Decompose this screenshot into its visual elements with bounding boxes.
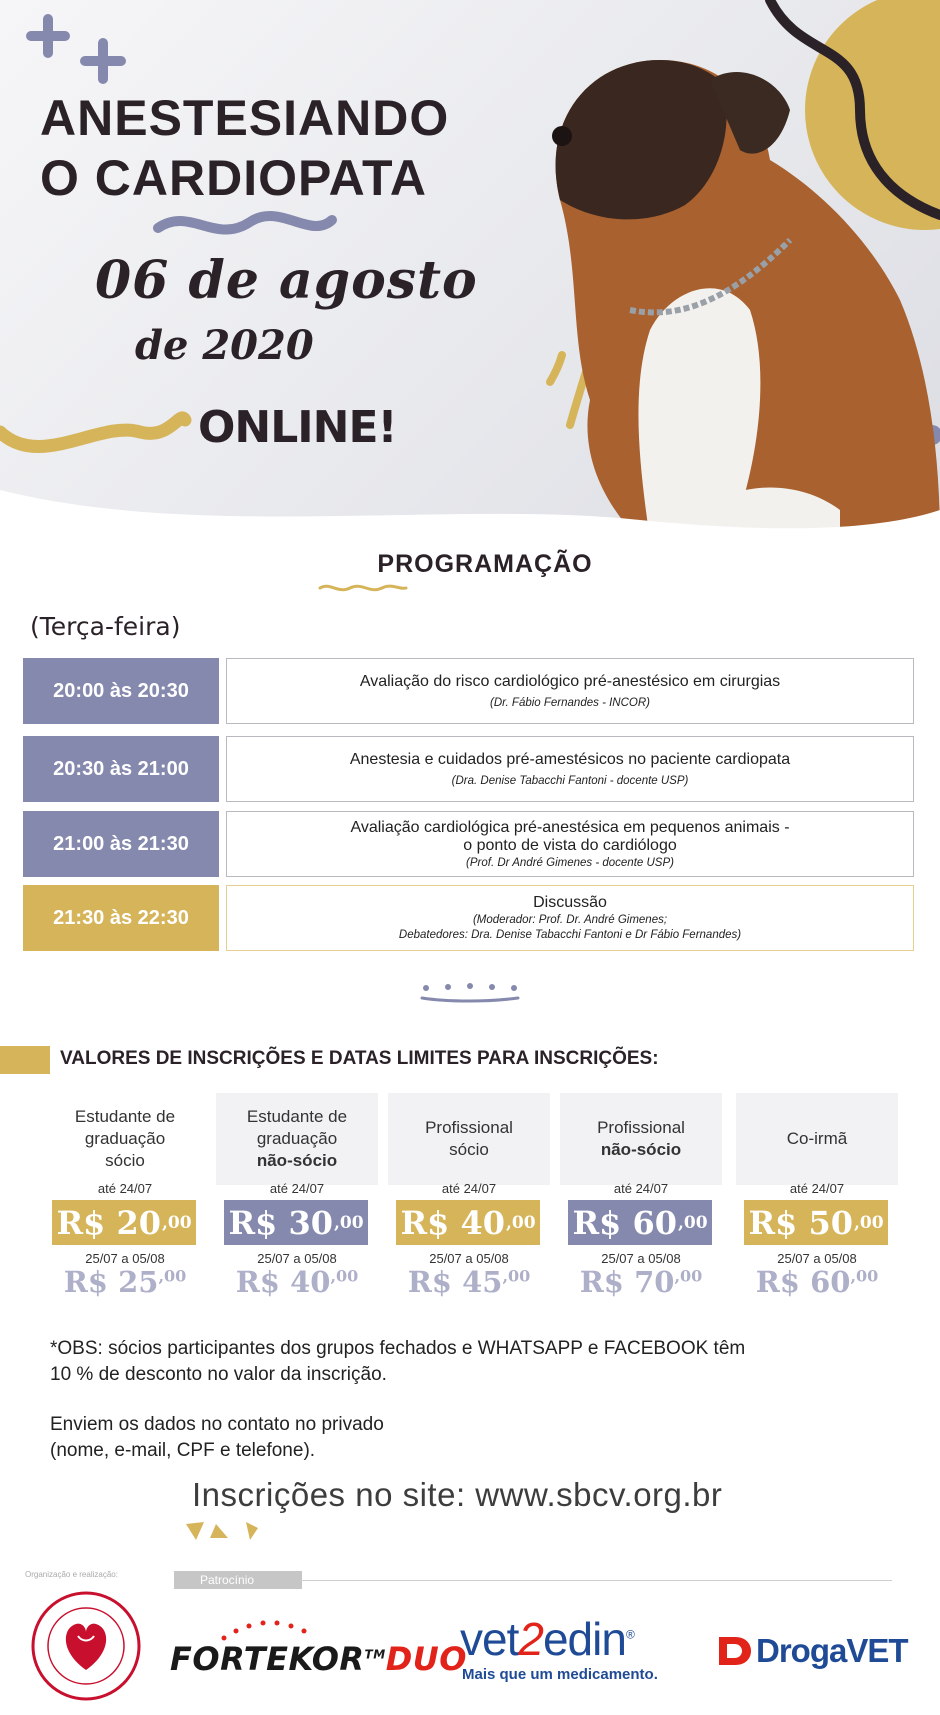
session-description [226, 736, 914, 802]
drogavet-d-icon [717, 1635, 753, 1667]
drogavet-logo [717, 1632, 908, 1670]
category-label: sócio [449, 1140, 489, 1159]
pricing-title: VALORES DE INSCRIÇÕES E DATAS LIMITES PARA INSCRIÇÕES: [60, 1048, 659, 1069]
category-label: Co-irmã [786, 1129, 848, 1148]
session-description [226, 885, 914, 951]
hero-bottom-wave [0, 470, 940, 540]
fortekor-wordmark: FORTEKOR [170, 1640, 365, 1678]
category-label-bold: não-sócio [600, 1140, 682, 1159]
event-mode: ONLINE! [198, 402, 397, 453]
category-label-bold: não-sócio [256, 1151, 338, 1170]
section-accent-bar [0, 1046, 50, 1074]
fortekor-duo-wordmark: DUO [385, 1640, 467, 1678]
vetmedin-registered: ® [625, 1627, 634, 1642]
category-label: graduação [84, 1129, 166, 1148]
early-price-value: R$ 30 [228, 1203, 333, 1242]
session-row [23, 885, 914, 951]
late-price-value: R$ 40 [235, 1265, 331, 1299]
late-price [560, 1265, 722, 1299]
price-category [44, 1093, 206, 1185]
early-deadline: até 24/07 [441, 1181, 497, 1196]
category-label: sócio [105, 1151, 145, 1170]
program-weekday: (Terça-feira) [30, 612, 181, 641]
discount-note [50, 1336, 745, 1388]
vetmedin-wordmark-a: vet [460, 1613, 519, 1665]
price-column [388, 1093, 550, 1303]
early-price-value: R$ 60 [572, 1203, 677, 1242]
session-speaker: (Dr. Fábio Fernandes - INCOR) [490, 696, 650, 709]
early-price-cents: ,00 [161, 1212, 192, 1233]
early-price-value: R$ 50 [748, 1203, 853, 1242]
early-price-cents: ,00 [505, 1212, 536, 1233]
session-topic-line-2: o ponto de vista do cardiólogo [463, 836, 677, 854]
price-category [388, 1093, 550, 1185]
price-category [216, 1093, 378, 1185]
vetmedin-wordmark-b: 2 [518, 1613, 543, 1665]
late-price-value: R$ 70 [579, 1265, 675, 1299]
sponsor-label: Patrocínio [174, 1571, 302, 1589]
title-line-1: ANESTESIANDO [40, 90, 450, 146]
event-date-day: 06 de agosto [95, 250, 478, 311]
late-price-value: R$ 25 [63, 1265, 159, 1299]
session-time: 20:00 às 20:30 [23, 658, 219, 724]
category-label: Profissional [425, 1118, 513, 1137]
session-speaker: (Dra. Denise Tabacchi Fantoni - docente USP) [451, 774, 689, 787]
late-price-cents: ,00 [502, 1266, 531, 1286]
session-topic: Avaliação cardiológica pré-anestésica em pequenos animais - [350, 818, 790, 836]
discount-note-line: 10 % de desconto no valor da inscrição. [50, 1364, 387, 1385]
early-price [744, 1200, 888, 1245]
session-speaker-line-2: Debatedores: Dra. Denise Tabacchi Fantoni e Dr Fábio Fernandes) [398, 929, 742, 941]
fortekor-duo-logo [170, 1640, 467, 1678]
late-price [388, 1265, 550, 1299]
late-price-cents: ,00 [674, 1266, 703, 1286]
early-price-cents: ,00 [677, 1212, 708, 1233]
boxer-dog-illustration [500, 40, 940, 540]
category-label: Estudante de [246, 1107, 348, 1126]
session-topic: Discussão [533, 894, 607, 911]
late-period: 25/07 a 05/08 [85, 1251, 165, 1266]
early-deadline: até 24/07 [613, 1181, 669, 1196]
category-label: Profissional [597, 1118, 685, 1137]
late-price [216, 1265, 378, 1299]
hero-banner [0, 0, 940, 540]
price-column [560, 1093, 722, 1303]
late-period: 25/07 a 05/08 [601, 1251, 681, 1266]
early-deadline: até 24/07 [789, 1181, 845, 1196]
price-column [44, 1093, 206, 1303]
price-category [560, 1093, 722, 1185]
event-title [40, 88, 449, 208]
session-row [23, 736, 914, 802]
drogavet-wordmark: DrogaVET [756, 1632, 908, 1669]
vetmedin-wordmark-c: edin [542, 1613, 626, 1665]
price-category [736, 1093, 898, 1185]
early-deadline: até 24/07 [269, 1181, 325, 1196]
session-speaker: (Prof. Dr André Gimenes - docente USP) [466, 856, 674, 869]
late-period: 25/07 a 05/08 [429, 1251, 509, 1266]
vetmedin-tagline: Mais que um medicamento. [462, 1666, 658, 1683]
category-label: Estudante de [74, 1107, 176, 1126]
vetmedin-logo [460, 1612, 634, 1666]
early-price-value: R$ 20 [56, 1203, 161, 1242]
late-price-cents: ,00 [850, 1266, 879, 1286]
triangles-icon [184, 1520, 264, 1542]
fortekor-arc-dots [220, 1618, 310, 1642]
category-label: graduação [256, 1129, 338, 1148]
late-period: 25/07 a 05/08 [777, 1251, 857, 1266]
early-price-cents: ,00 [853, 1212, 884, 1233]
registration-site-link[interactable]: Inscrições no site: www.sbcv.org.br [192, 1476, 723, 1513]
sbcv-seal-logo [30, 1590, 142, 1702]
session-description [226, 811, 914, 877]
price-column [216, 1093, 378, 1303]
organizer-label: Organização e realização: [25, 1570, 118, 1579]
early-price-value: R$ 40 [400, 1203, 505, 1242]
late-price-value: R$ 45 [407, 1265, 503, 1299]
session-topic: Avaliação do risco cardiológico pré-anestésico em cirurgias [359, 672, 781, 690]
contact-note-line: Enviem os dados no contato no privado [50, 1414, 384, 1435]
price-column [736, 1093, 898, 1303]
early-price [568, 1200, 712, 1245]
squiggle-icon [318, 580, 408, 596]
early-deadline: até 24/07 [97, 1181, 153, 1196]
discount-note-line: *OBS: sócios participantes dos grupos fechados e WHATSAPP e FACEBOOK têm [50, 1338, 746, 1359]
fortekor-trademark: TM [364, 1647, 386, 1662]
session-topic: Anestesia e cuidados pré-amestésicos no paciente cardiopata [349, 750, 791, 768]
dots-divider-icon [418, 980, 522, 1004]
session-time: 20:30 às 21:00 [23, 736, 219, 802]
late-price-value: R$ 60 [755, 1265, 851, 1299]
contact-note-line: (nome, e-mail, CPF e telefone). [50, 1440, 316, 1461]
early-price [224, 1200, 368, 1245]
late-period: 25/07 a 05/08 [257, 1251, 337, 1266]
session-row [23, 658, 914, 724]
late-price-cents: ,00 [330, 1266, 359, 1286]
session-speaker: (Moderador: Prof. Dr. André Gimenes; [472, 914, 668, 926]
session-description [226, 658, 914, 724]
contact-note [50, 1412, 384, 1464]
title-line-2: O CARDIOPATA [40, 150, 427, 206]
late-price [44, 1265, 206, 1299]
early-price-cents: ,00 [333, 1212, 364, 1233]
early-price [396, 1200, 540, 1245]
sponsor-divider [300, 1580, 892, 1581]
event-date-year: de 2020 [135, 322, 314, 369]
session-time: 21:30 às 22:30 [23, 885, 219, 951]
early-price [52, 1200, 196, 1245]
late-price-cents: ,00 [158, 1266, 187, 1286]
session-time: 21:00 às 21:30 [23, 811, 219, 877]
session-row [23, 811, 914, 877]
program-title: PROGRAMAÇÃO [377, 550, 593, 578]
late-price [736, 1265, 898, 1299]
